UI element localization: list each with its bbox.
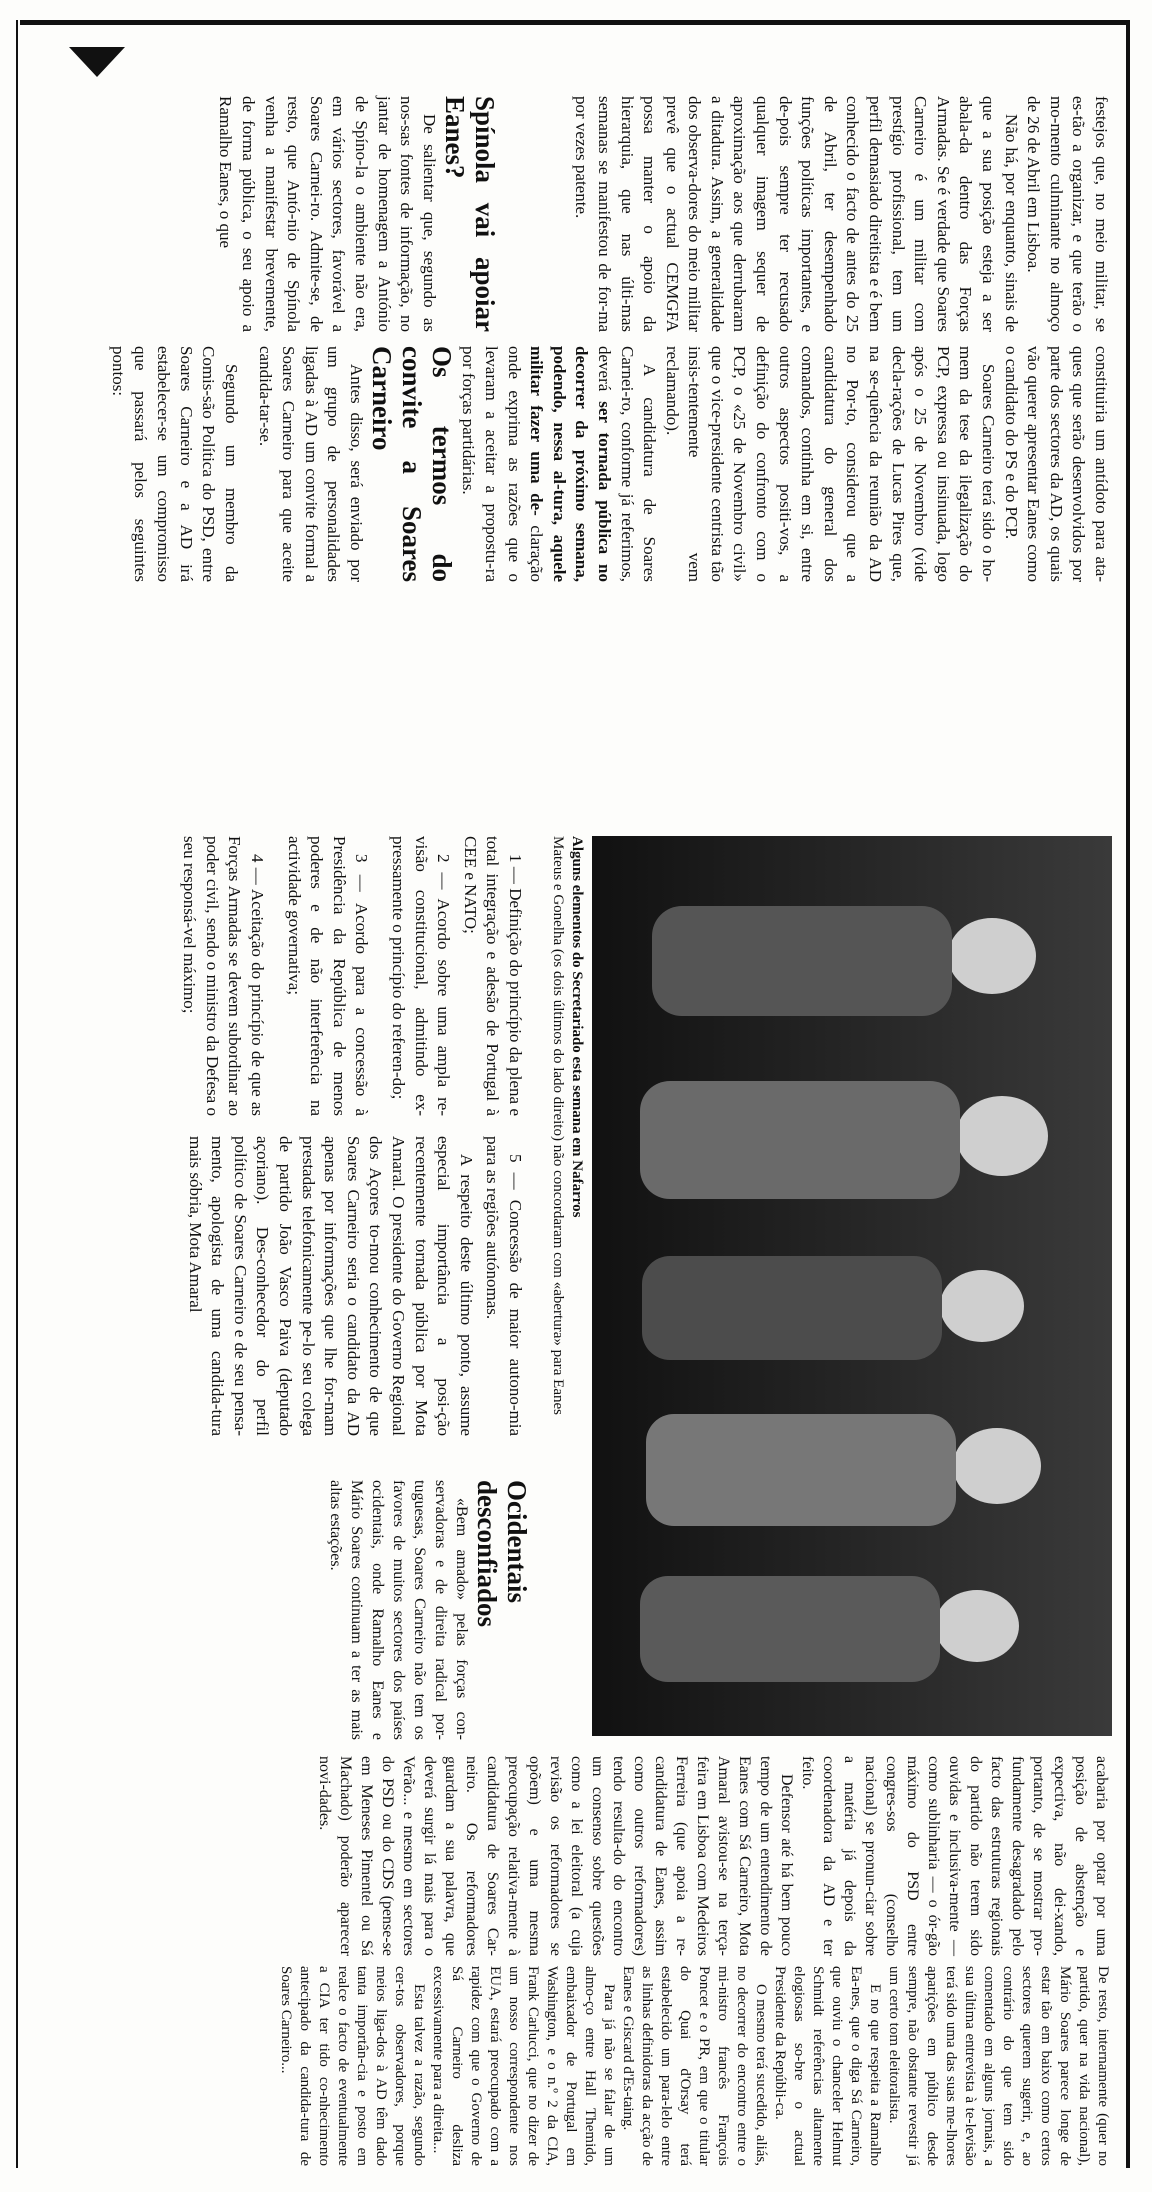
- list-item: 4 — Aceitação do princípio de que as Forças Armadas se devem subordinar ao poder civil, sendo o ministro da Defesa o seu responsá-vel máximo;: [180, 836, 268, 1116]
- paragraph: Esta talvez a razão, segundo cer-tos observadores, porque meios liga-dos à AD têm dado tanta importân-cia e posto em realce o facto de eventualmente a CIA ter tido co-nhecimento antecipado da candida-tura de Soares Carneiro...: [278, 1966, 427, 2166]
- column-6: [314, 1756, 1112, 1956]
- paragraph: [457, 346, 660, 582]
- column-1: [214, 96, 1112, 332]
- top-rule: [1126, 20, 1130, 2168]
- news-photo: [592, 836, 1112, 1736]
- paragraph: acabaria por optar por uma posição de abstenção e expectiva, não dei-xando, portanto, de se mostrar pro-fundamente desagradado pelo facto das estruturas regionais do partido não terem sido ouvidas e inclusiva-mente — como sublinharia — o ór-gão máximo do PSD entre congres-sos (conselho nacional) se pronun-ciar sobre a matéria já depois da coordenadora da AD e ter feito.: [799, 1756, 1110, 1956]
- paragraph: De resto, internamente (quer no partido, quer na vida nacional), Mário Soares parece longe de estar tão em baixo como certos sectores querem sugerir, e, ao contrário do que tem sido comentado em alguns jornais, a sua última entrevista à te-levisão terá sido uma das suas me-lhores aparições em público desde sempre, não obstante revestir já um certo tom eleitoralista.: [886, 1966, 1111, 2166]
- caption-text: Mateus e Gonelha (os dois últimos do lado direito) não concordaram com «abertura» para Eanes: [550, 836, 566, 1415]
- paragraph: O mesmo terá sucedido, aliás, no decorrer do encontro entre o mi-nistro francês François Poncet e o PR, em que o titular do Quai d'Orsay terá estabelecido um para-lelo entre as linhas definidoras da acção de Eanes e Giscard d'Es-taing.: [620, 1966, 769, 2166]
- photo-image: [592, 836, 1112, 1736]
- list-item: 2 — Acordo sobre uma ampla re-visão constitucional, admitindo ex-pressamente o princípio do referen-do;: [389, 836, 454, 1116]
- paragraph: E no que respeita a Ramalho Ea-nes, que o diga Sá Carneiro, que ouviu o chanceler Helmut Schmidt referências altamente elogiosas so-bre o actual Presidente da Repúbli-ca.: [772, 1966, 883, 2166]
- continuation-arrow-icon: [69, 47, 125, 77]
- points-column-b: [179, 1136, 532, 1436]
- paragraph: Não há, por enquanto, sinais de que a sua posição esteja a ser abala-da dentro das Forças Armadas. Se é verdade que Soares Carneiro é um militar com prestígio profissional, tem um perfil demasiado direitista e é bem conhecido o facto de antes do 25 de Abril, ter desempenhado funções políticas importantes, e de-pois sempre ter recusado qualquer imagem sequer de aproximação aos que derrubaram a ditadura. Assim, a generalidade dos observa-dores do meio militar prevê que o actual CEMGFA possa manter o apoio da hierarquia, que nas últi-mas semanas se manifestou de for-ma por vezes patente.: [572, 96, 1021, 332]
- paragraph: «Bem amado» pelas forças con-servadoras e de direita radical por-tuguesas, Soares Carneiro não tem os favores de muitos sectores dos países ocidentais, onde Ramalho Eanes e Mário Soares continuam a ter as mais altas estações.: [327, 1480, 470, 1740]
- paragraph: Defensor até há bem pouco tempo de um entendimento de Eanes com Sá Carneiro, Mota Amaral avistou-se na terça-feira em Lisboa com Medeiros Ferreira (que apoia a re-candidatura de Eanes, assim como outros reformadores) tendo resulta-do do encontro um consenso sobre questões como a lei eleitoral (a cuja revisão os reformadores se opõem) e uma mesma preocupação relativa-mente à candidatura de Soares Car-neiro. Os reformadores guardam a sua palavra, que deverá surgir lá mais para o Verão... e mesmo em sectores do PSD ou do CDS (pense-se em Meneses Pimentel ou Sá Machado) poderão aparecer novi-dades.: [316, 1756, 795, 1956]
- list-item: 3 — Acordo para a concessão à Presidência da República de menos poderes e de não interferência na actividade governativa;: [284, 836, 372, 1116]
- list-item: 5 — Concessão de maior autono-mia para as regiões autónomas.: [483, 1136, 525, 1436]
- paragraph: constituiria um antídoto para ata-ques que serão desenvolvidos por parte dos sectores da AD, os quais vão querer apresentar Eanes como o candidato do PS e do PCP.: [1001, 346, 1111, 582]
- bottom-rule: [16, 20, 18, 2168]
- left-rule: [20, 20, 1130, 25]
- text-run-bold: ser tornada pública no decorrer da próximo semana, podendo, nessa al-tura, aquele militar fazer uma de-: [527, 346, 614, 583]
- section-heading: Spínola vai apoiar Eanes?: [439, 96, 500, 332]
- section-heading: Os termos do convite a Soares Carneiro: [366, 346, 457, 582]
- column-7: [276, 1966, 1112, 2166]
- paragraph: A respeito deste último ponto, assume especial importância a posi-ção recentemente tornada pública por Mota Amaral. O presidente do Governo Regional dos Açores to-mou conhecimento de que Soares Carneiro seria o candidato da AD apenas por informações que lhe for-mam prestadas telefonicamente pe-lo seu colega de partido João Vasco Paiva (deputado açoriano). Des-conhecedor do perfil político de Soares Carneiro e de seu pensa-mento, apologista de uma candida-tura mais sóbria, Mota Amaral: [185, 1136, 476, 1436]
- paragraph: festejos que, no meio militar, se es-tão a organizar, e que terão o mo-mento culminante no almoço de 26 de Abril em Lisboa.: [1024, 96, 1111, 332]
- list-item: 1 — Definição do princípio da plena e total integração e adesão de Portugal à CEE e NATO;: [460, 836, 525, 1116]
- column-6-lower: [325, 1480, 532, 1740]
- text-run: A candidatura de Soares Carnei-ro, conforme já referimos, deverá: [594, 346, 660, 582]
- paragraph: Soares Carneiro terá sido o ho-mem da tese da ilegalização do PCP, expressa ou insinuada, logo após o 25 de Novembro (vide decla-rações de Lucas Pires que, na se-quência da reunião da AD no Por-to, considerou que a candidatura do general dos comandos, continha em si, entre outros aspectos positi-vos, a definição do confronto com o PCP, o «25 de Novembro civil» que o vice-presidente centrista tão insis-tentemente vem reclamando).: [662, 346, 999, 582]
- column-2: [106, 346, 1112, 582]
- paragraph: Segundo um membro da Comis-são Política do PSD, entre Soares Carneiro e a AD irá estabelecer-se um compromisso que passará pelos seguintes pontos:: [108, 346, 241, 582]
- paragraph: Antes disso, será enviado por um grupo de personalidades ligadas à AD um convite formal a Soares Carneiro para que aceite candida-tar-se.: [256, 346, 366, 582]
- points-column-a: [174, 836, 532, 1116]
- paragraph: Para já não se falar de um almo-ço entre Hall Themido, embaixador de Portugal em Washington, e o n.º 2 da CIA, Frank Carlucci, que no dizer de um nosso correspondente nos EUA, estará preocupado com a rapidez com que o Governo de Sá Carneiro desliza excessivamente para a direita...: [430, 1966, 617, 2166]
- text-run: claração onde exprima as razões que o levaram a aceitar a propostu-ra por forças partidárias.: [459, 346, 547, 582]
- caption-title: Alguns elementos do Secretariado esta semana em Nafarros: [569, 836, 585, 1218]
- section-heading: Ocidentais desconfiados: [472, 1480, 532, 1628]
- photo-caption: [548, 836, 586, 1736]
- paragraph: De salientar que, segundo as nos-sas fontes de informação, no jantar de homenagem a António de Spíno-la o ambiente não era, em vários sectores, favorável a Soares Carnei-ro. Admite-se, de resto, que Antó-nio de Spínola venha a manifestar brevemente, de forma pública, o seu apoio a Ramalho Eanes, o que: [216, 96, 439, 332]
